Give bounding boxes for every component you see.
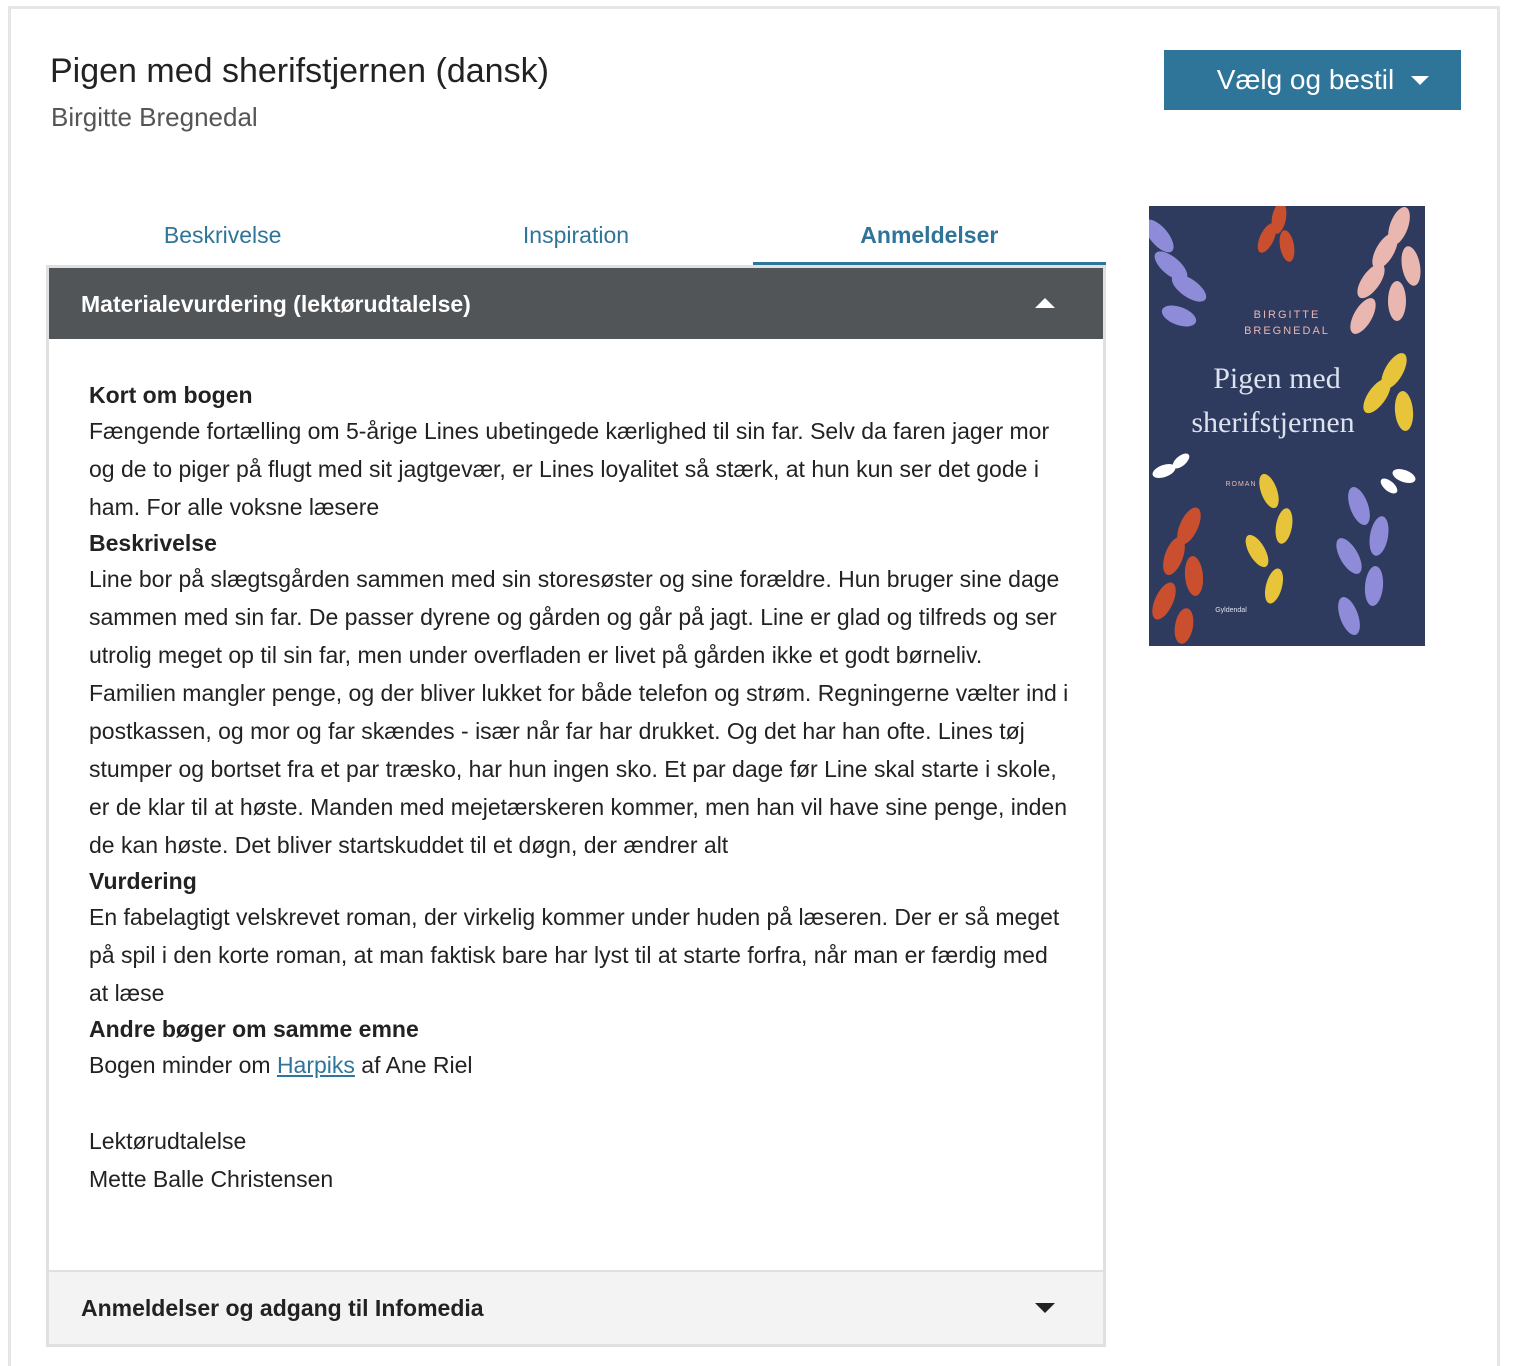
chevron-down-icon	[1411, 76, 1429, 85]
signoff-type: Lektørudtalelse	[89, 1128, 247, 1154]
tab-inspiration[interactable]: Inspiration	[522, 222, 630, 248]
section-text-andre	[89, 1046, 1069, 1084]
review-content	[89, 378, 1069, 1198]
section-heading-vurdering: Vurdering	[89, 868, 197, 894]
reviews-panel	[46, 265, 1106, 1347]
cover-title-line2: sherifstjernen	[1191, 406, 1355, 439]
section-heading-kort: Kort om bogen	[89, 382, 253, 408]
cover-genre: ROMAN	[1225, 481, 1257, 488]
cover-publisher: Gyldendal	[1215, 607, 1247, 614]
section-text-kort: Fængende fortælling om 5-årige Lines ubetingede kærlighed til sin far. Selv da faren jager mor og de to piger på flugt med sit jagtgevær, er Lines loyalitet så stærk, at hun kun ser det gode i ham. For alle voksne læsere	[89, 418, 1050, 520]
andre-suffix: af Ane Riel	[361, 1052, 473, 1078]
andre-prefix: Bogen minder om	[89, 1052, 271, 1078]
harpiks-link[interactable]: Harpiks	[276, 1052, 355, 1078]
order-button[interactable]	[1164, 50, 1461, 110]
accordion-title: Anmeldelser og adgang til Infomedia	[81, 1295, 484, 1321]
cover-author-line1: BIRGITTE	[1253, 309, 1321, 321]
signoff	[89, 1122, 1069, 1198]
section-heading-andre: Andre bøger om samme emne	[89, 1016, 419, 1042]
cover-author-line2: BREGNEDAL	[1244, 325, 1330, 337]
tab-beskrivelse[interactable]: Beskrivelse	[163, 222, 282, 248]
section-text-beskrivelse: Line bor på slægtsgården sammen med sin storesøster og sine forældre. Hun bruger sine dage sammen med sin far. De passer dyrene og gården og går på jagt. Line er glad og tilfreds og ser utrolig meget op til sin far, men under overfladen er livet på gården ikke et godt børneliv. Familien mangler penge, og der bliver lukket for både telefon og strøm. Regningerne vælter ind i postkassen, og mor og far skændes - især når far har drukket. Og det har han ofte. Lines tøj stumper og bortset fra et par træsko, har hun ingen sko. Et par dage før Line skal starte i skole, er de klar til at høste. Manden med mejetærskeren kommer, men han vil have sine penge, inden de kan høste. Det bliver startskuddet til et døgn, der ændrer alt	[89, 566, 1069, 858]
accordion-materialevurdering-header[interactable]	[49, 268, 1103, 339]
section-text-vurdering: En fabelagtigt velskrevet roman, der virkelig kommer under huden på læseren. Der er så meget på spil i den korte roman, at man faktisk bare har lyst til at starte forfra, når man er færdig med at læse	[89, 904, 1060, 1006]
section-heading-beskrivelse: Beskrivelse	[89, 530, 217, 556]
tab-bar	[46, 210, 1106, 266]
order-button-label: Vælg og bestil	[1216, 64, 1395, 95]
book-author: Birgitte Bregnedal	[51, 102, 258, 132]
book-cover	[1149, 206, 1425, 646]
cover-title-line1: Pigen med	[1213, 362, 1341, 395]
chevron-up-icon	[1035, 298, 1055, 308]
signoff-name: Mette Balle Christensen	[89, 1166, 334, 1192]
book-title: Pigen med sherifstjernen (dansk)	[50, 52, 549, 90]
accordion-infomedia-header[interactable]	[49, 1270, 1103, 1344]
tab-anmeldelser[interactable]: Anmeldelser	[753, 210, 1106, 266]
accordion-title: Materialevurdering (lektørudtalelse)	[81, 291, 471, 317]
chevron-down-icon	[1035, 1303, 1055, 1313]
